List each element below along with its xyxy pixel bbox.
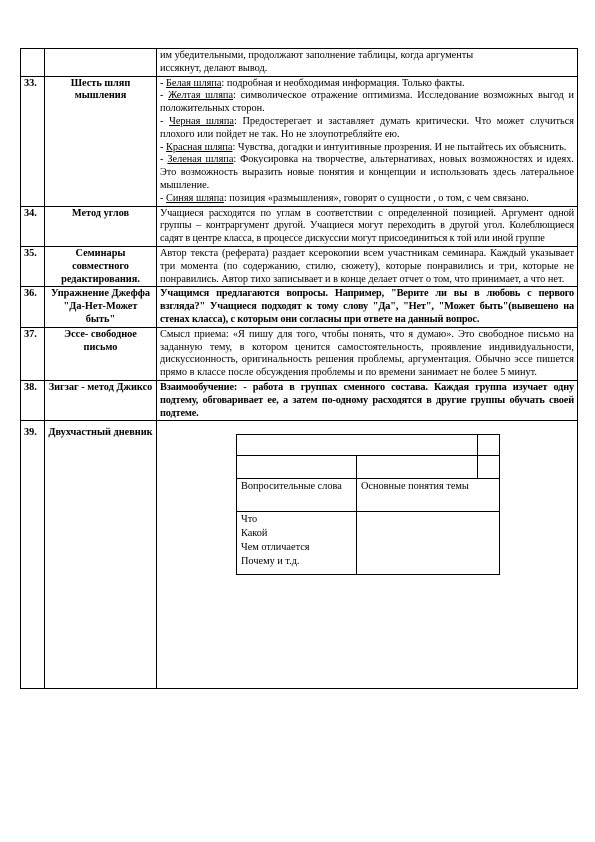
- method-description: Учащиеся расходятся по углам в соответствии с определенной позицией. Аргумент одной группы – контраргумент другой. Учащиеся могут переходить в другой угол. Колеблющиеся садят в центре класса, в процессе дискуссии могут присоединиться к той или иной группе: [157, 206, 578, 246]
- method-name: Шесть шляп мышления: [45, 76, 157, 206]
- table-row: [21, 421, 578, 689]
- column-header-concepts: Основные понятия темы: [357, 479, 500, 512]
- table-row: [21, 380, 578, 420]
- table-row: [21, 49, 578, 77]
- hat-item-yellow: - Желтая шляпа: символическое отражение оптимизма. Исследование возможных выгод и положительных сторон.: [160, 90, 574, 115]
- method-name: Двухчастный дневник: [45, 421, 157, 689]
- hat-item-red: - Красная шляпа: Чувства, догадки и интуитивные прозрения. И не пытайтесь их объяснить.: [160, 141, 567, 153]
- hat-item-black: - Черная шляпа: Предостерегает и заставляет думать критически. Что может случиться плохого или пойдет не так. Но не злоупотребляйте ею.: [160, 115, 575, 140]
- method-description: Автор текста (реферата) раздает ксерокопии всем участникам семинара. Каждый указывает три момента (по содержанию, стилю, сюжету), которые понравились и три, которые не понравились. Автор тихо записывает и в конце делает отчет о том, что принимает, а что нет.: [157, 246, 578, 286]
- table-row: [237, 479, 500, 512]
- empty-cell: [357, 456, 478, 479]
- table-row: [237, 456, 500, 479]
- method-name: Семинары совместного редактирования.: [45, 246, 157, 286]
- method-name: Эссе- свободное письмо: [45, 327, 157, 380]
- hat-item-white: - Белая шляпа: подробная и необходимая информация. Только факты.: [160, 77, 465, 89]
- table-row: [237, 435, 500, 456]
- row-number: [21, 49, 45, 77]
- method-name: [45, 49, 157, 77]
- empty-cell: [237, 456, 357, 479]
- method-description: Взаимообучение: - работа в группах сменного состава. Каждая группа изучает одну подтему, обговаривает ее, а затем по-одному расходятся в другие группы обучать своей подтеме.: [157, 380, 578, 420]
- hat-text: : позиция «размышления», говорят о сущности , о том, с чем связано.: [223, 192, 529, 204]
- method-description: Смысл приема: «Я пишу для того, чтобы понять, что я думаю». Это свободное письмо на заданную тему, в котором ценится самостоятельность, проявление индивидуальности, дискуссионность, оригинальность решения проблемы, аргументация. Обычно эссе пишется прямо в классе после обсуждения проблемы и по времени занимает не более 5 минут.: [157, 327, 578, 380]
- method-name: Зигзаг - метод Джиксо: [45, 380, 157, 420]
- hat-text: : Чувства, догадки и интуитивные прозрения. И не пытайтесь их объяснить.: [232, 141, 567, 153]
- hat-label: Зеленая шляпа: [167, 154, 234, 166]
- empty-cell: [478, 435, 500, 456]
- row-number: 38.: [21, 380, 45, 420]
- empty-cell: [478, 456, 500, 479]
- description-line: им убедительными, продолжают заполнение таблицы, когда аргументы: [160, 50, 474, 61]
- row-number: 37.: [21, 327, 45, 380]
- hat-text: : Предостерегает и заставляет думать критически. Что может случиться плохого или пойдет не так. Но не злоупотребляйте ею.: [160, 115, 575, 140]
- row-number: 39.: [21, 421, 45, 689]
- methods-table: [20, 48, 578, 689]
- hat-label: Красная шляпа: [166, 141, 233, 153]
- empty-cell: [237, 435, 478, 456]
- table-row: [21, 327, 578, 380]
- two-part-diary-table: [236, 434, 500, 575]
- row-number: 35.: [21, 246, 45, 286]
- question-word: Что: [241, 514, 258, 526]
- question-word: Какой: [241, 528, 268, 540]
- column-header-questions: Вопросительные слова: [237, 479, 357, 512]
- table-row: [21, 206, 578, 246]
- question-word: Чем отличается: [241, 542, 310, 554]
- method-description: [157, 76, 578, 206]
- method-description: [157, 421, 578, 689]
- hat-label: Желтая шляпа: [168, 90, 234, 102]
- hat-text: : символическое отражение оптимизма. Исследование возможных выгод и положительных сторон.: [160, 90, 574, 115]
- table-row: [21, 287, 578, 327]
- questions-cell: [237, 512, 357, 575]
- method-name: Метод углов: [45, 206, 157, 246]
- method-name: Упражнение Джеффа "Да-Нет-Может быть": [45, 287, 157, 327]
- diary-wrapper: [160, 422, 574, 688]
- table-row: [21, 246, 578, 286]
- hat-label: Синяя шляпа: [166, 192, 224, 204]
- hat-item-blue: - Синяя шляпа: позиция «размышления», говорят о сущности , о том, с чем связано.: [160, 192, 529, 204]
- row-number: 33.: [21, 76, 45, 206]
- row-number: 34.: [21, 206, 45, 246]
- concepts-cell: [357, 512, 500, 575]
- method-description: [157, 49, 578, 77]
- table-row: [21, 76, 578, 206]
- hat-text: : Фокусировка на творчестве, альтернативах, новых возможностях и идеях. Это возможность выразить новые понятия и концепции и использовать здесь латеральное мышление.: [160, 154, 574, 191]
- table-row: [237, 512, 500, 575]
- question-word: Почему и т.д.: [241, 556, 300, 568]
- hat-text: : подробная и необходимая информация. Только факты.: [221, 77, 465, 89]
- hat-label: Белая шляпа: [166, 77, 222, 89]
- method-description: Учащимся предлагаются вопросы. Например, "Верите ли вы в любовь с первого взгляда?" Учащиеся подходят к тому слову "Да", "Нет", "Может быть"(вывешено на стенах класса), с которым они согласны при ответе на данный вопрос.: [157, 287, 578, 327]
- hat-label: Черная шляпа: [169, 115, 234, 127]
- row-number: 36.: [21, 287, 45, 327]
- description-line: иссякнут, делают вывод.: [160, 62, 268, 74]
- hat-item-green: - Зеленая шляпа: Фокусировка на творчестве, альтернативах, новых возможностях и идеях. Это возможность выразить новые понятия и концепции и использовать здесь латеральное мышление.: [160, 154, 574, 191]
